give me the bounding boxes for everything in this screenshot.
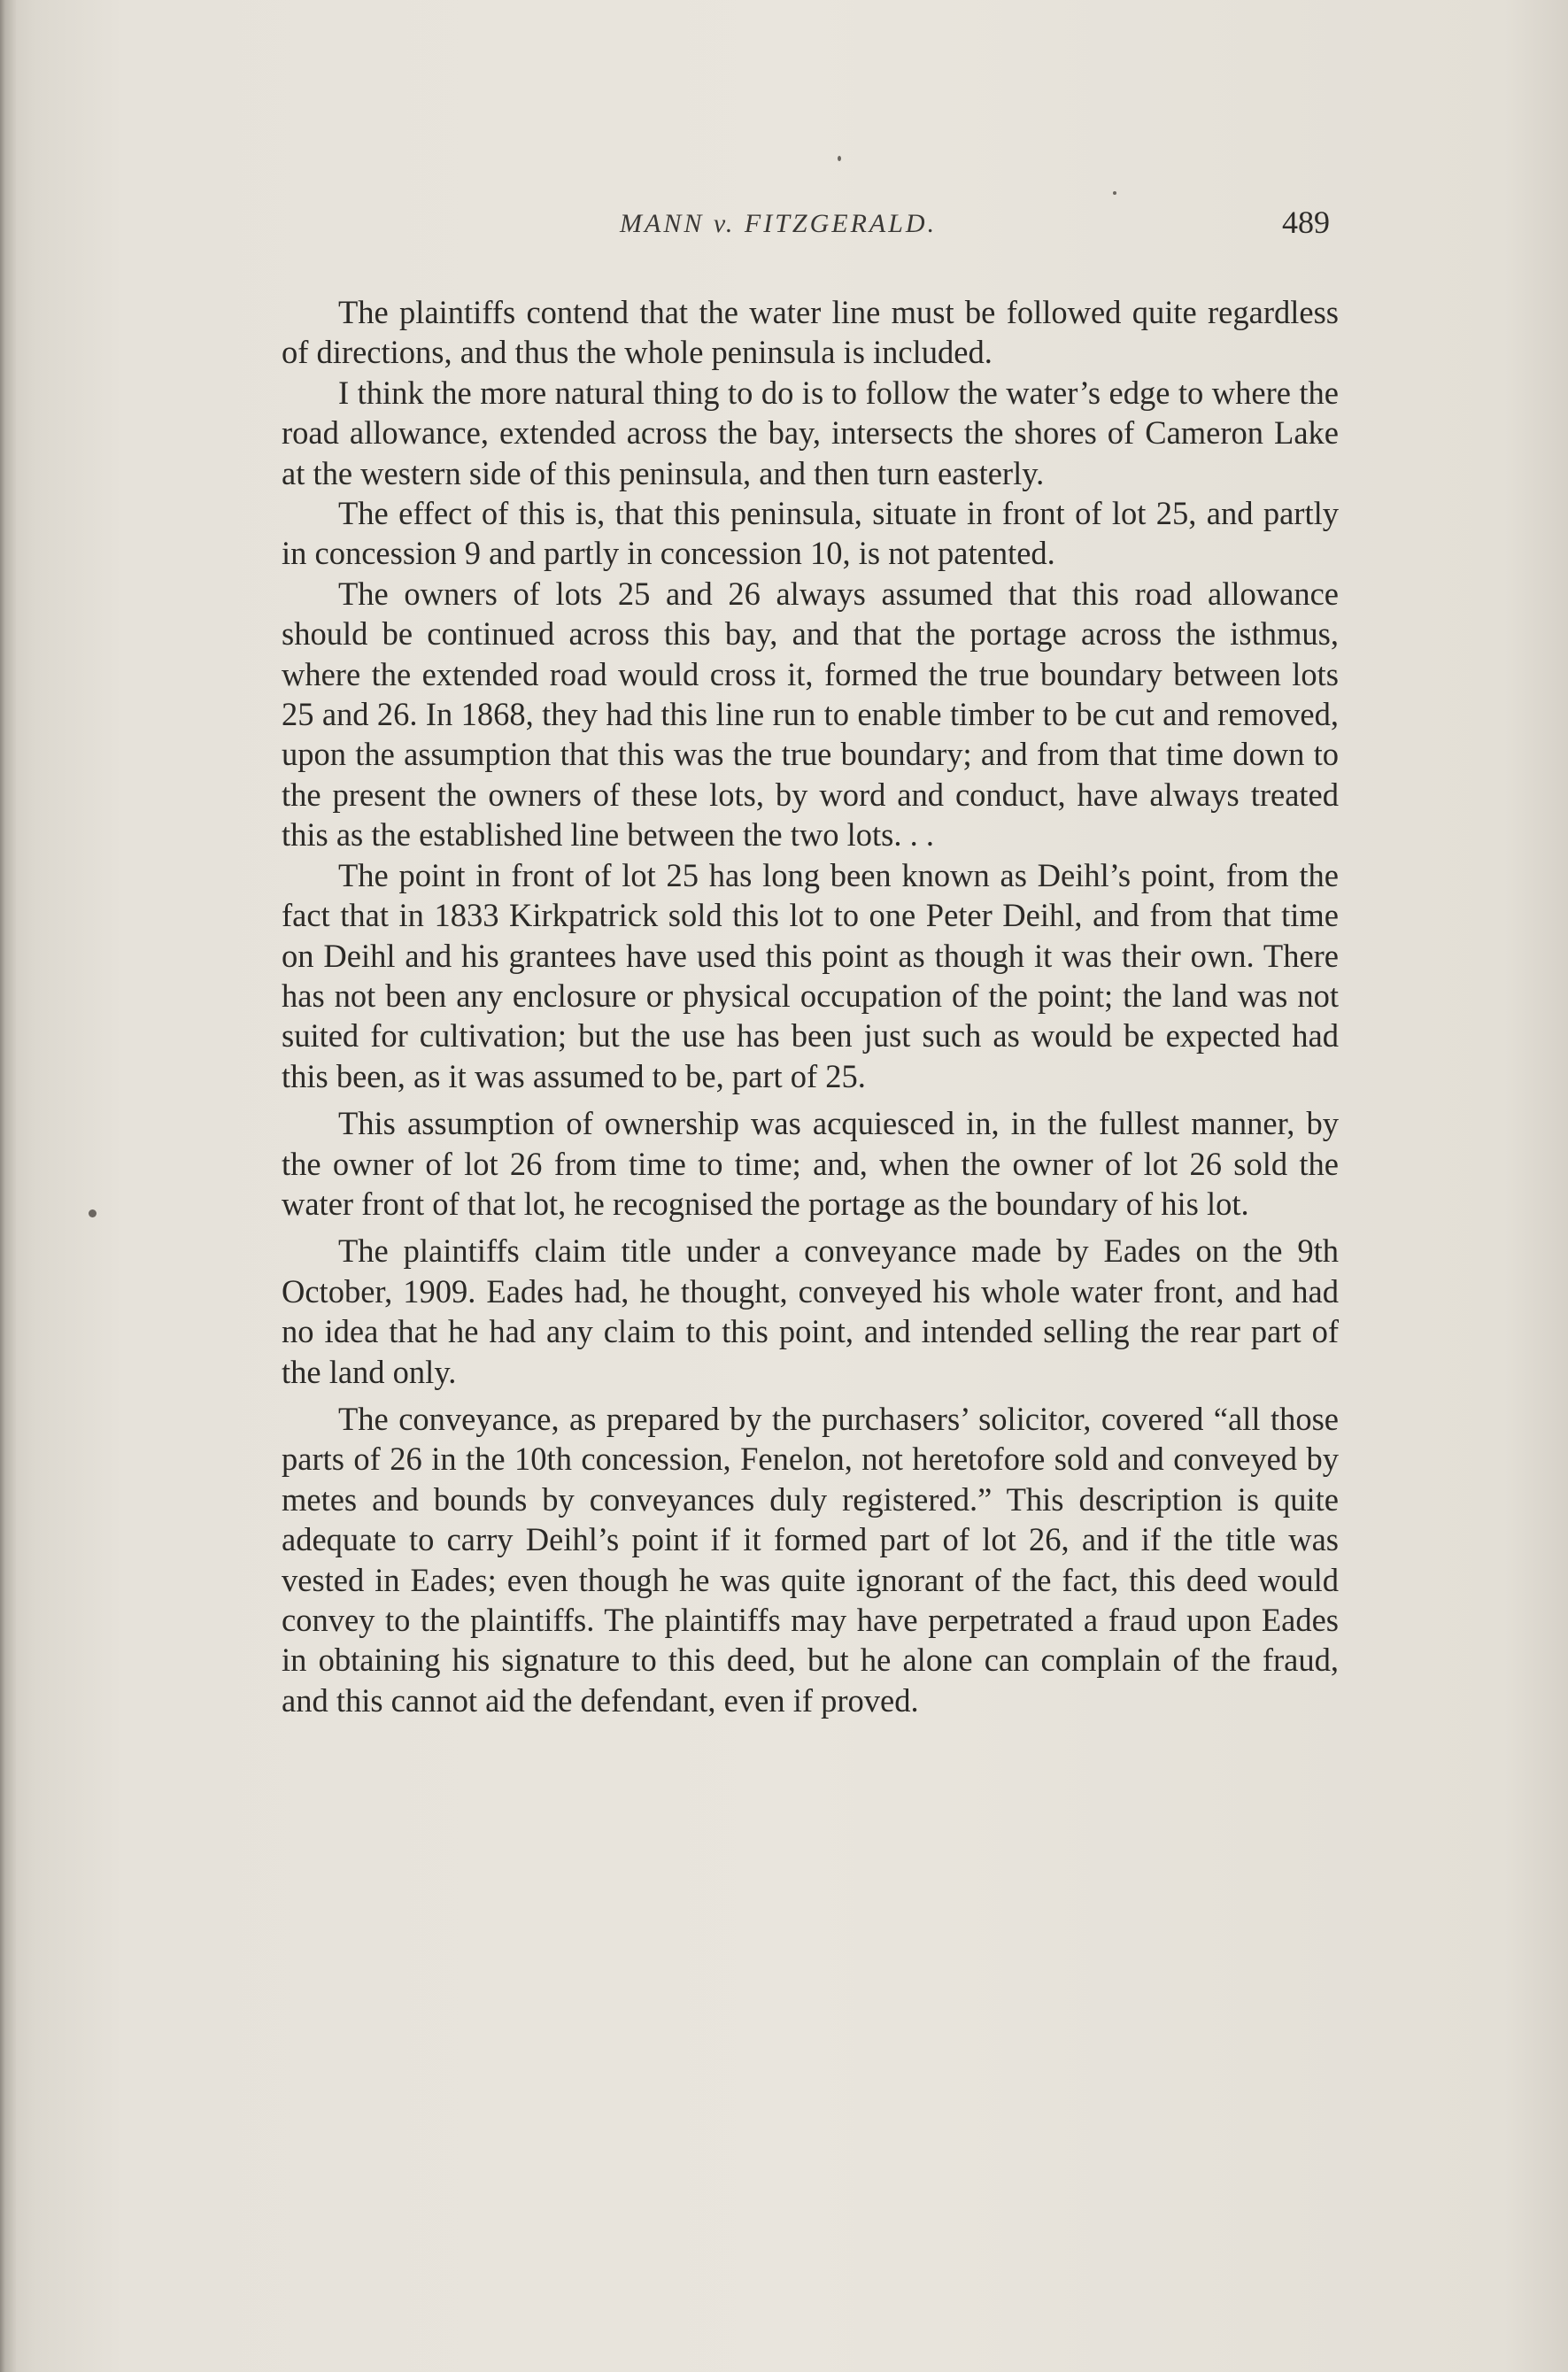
- ink-speck: [89, 1209, 97, 1217]
- running-title: MANN v. FITZGERALD.: [620, 209, 938, 238]
- running-header: [0, 204, 1568, 257]
- paragraph-2: I think the more natural thing to do is to follow the water’s edge to where the road allowance, extended across the bay, intersects the shores of Cameron Lake at the western side of this peninsula, and then turn easterly.: [282, 374, 1339, 491]
- ink-speck: [838, 156, 841, 161]
- page-number: 489: [1282, 205, 1330, 240]
- paragraph-4: The owners of lots 25 and 26 always assumed that this road allowance should be continued across this bay, and that the portage across the isthmus, where the extended road would cross it, formed the true boundary between lots 25 and 26. In 1868, they had this line run to enable timber to be cut and removed, upon the assumption that this was the true boundary; and from that time down to the present the owners of these lots, by word and conduct, have always treated this as the established line between the two lots. . .: [282, 575, 1339, 854]
- paragraph-5: The point in front of lot 25 has long been known as Deihl’s point, from the fact that in 1833 Kirkpatrick sold this lot to one Peter Deihl, and from that time on Deihl and his grantees have used this point as though it was their own. There has not been any enclosure or physical occupation of the point; the land was not suited for cultivation; but the use has been just such as would be expected had this been, as it was assumed to be, part of 25.: [282, 856, 1339, 1094]
- ink-speck: [1113, 191, 1116, 195]
- body-text: [282, 292, 1339, 1720]
- paragraph-3: The effect of this is, that this peninsula, situate in front of lot 25, and partly in concession 9 and partly in concession 10, is not patented.: [282, 495, 1339, 572]
- paragraph-7: The plaintiffs claim title under a conveyance made by Eades on the 9th October, 1909. Eades had, he thought, conveyed his whole water front, and had no idea that he had any claim to this point, and intended selling the rear part of the land only.: [282, 1232, 1339, 1390]
- paragraph-8: The conveyance, as prepared by the purchasers’ solicitor, covered “all those parts of 26 in the 10th concession, Fenelon, not heretofore sold and conveyed by metes and bounds by conveyances duly registered.” This description is quite adequate to carry Deihl’s point if it formed part of lot 26, and if the title was vested in Eades; even though he was quite ignorant of the fact, this deed would convey to the plaintiffs. The plaintiffs may have perpetrated a fraud upon Eades in obtaining his signature to this deed, but he alone can complain of the fraud, and this cannot aid the defendant, even if proved.: [282, 1400, 1339, 1719]
- paragraph-6: This assumption of ownership was acquiesced in, in the fullest manner, by the owner of lot 26 from time to time; and, when the owner of lot 26 sold the water front of that lot, he recognised the portage as the boundary of his lot.: [282, 1105, 1339, 1222]
- page-binding-edge: [0, 0, 16, 2372]
- paragraph-1: The plaintiffs contend that the water line must be followed quite regardless of directions, and thus the whole peninsula is included.: [282, 294, 1339, 371]
